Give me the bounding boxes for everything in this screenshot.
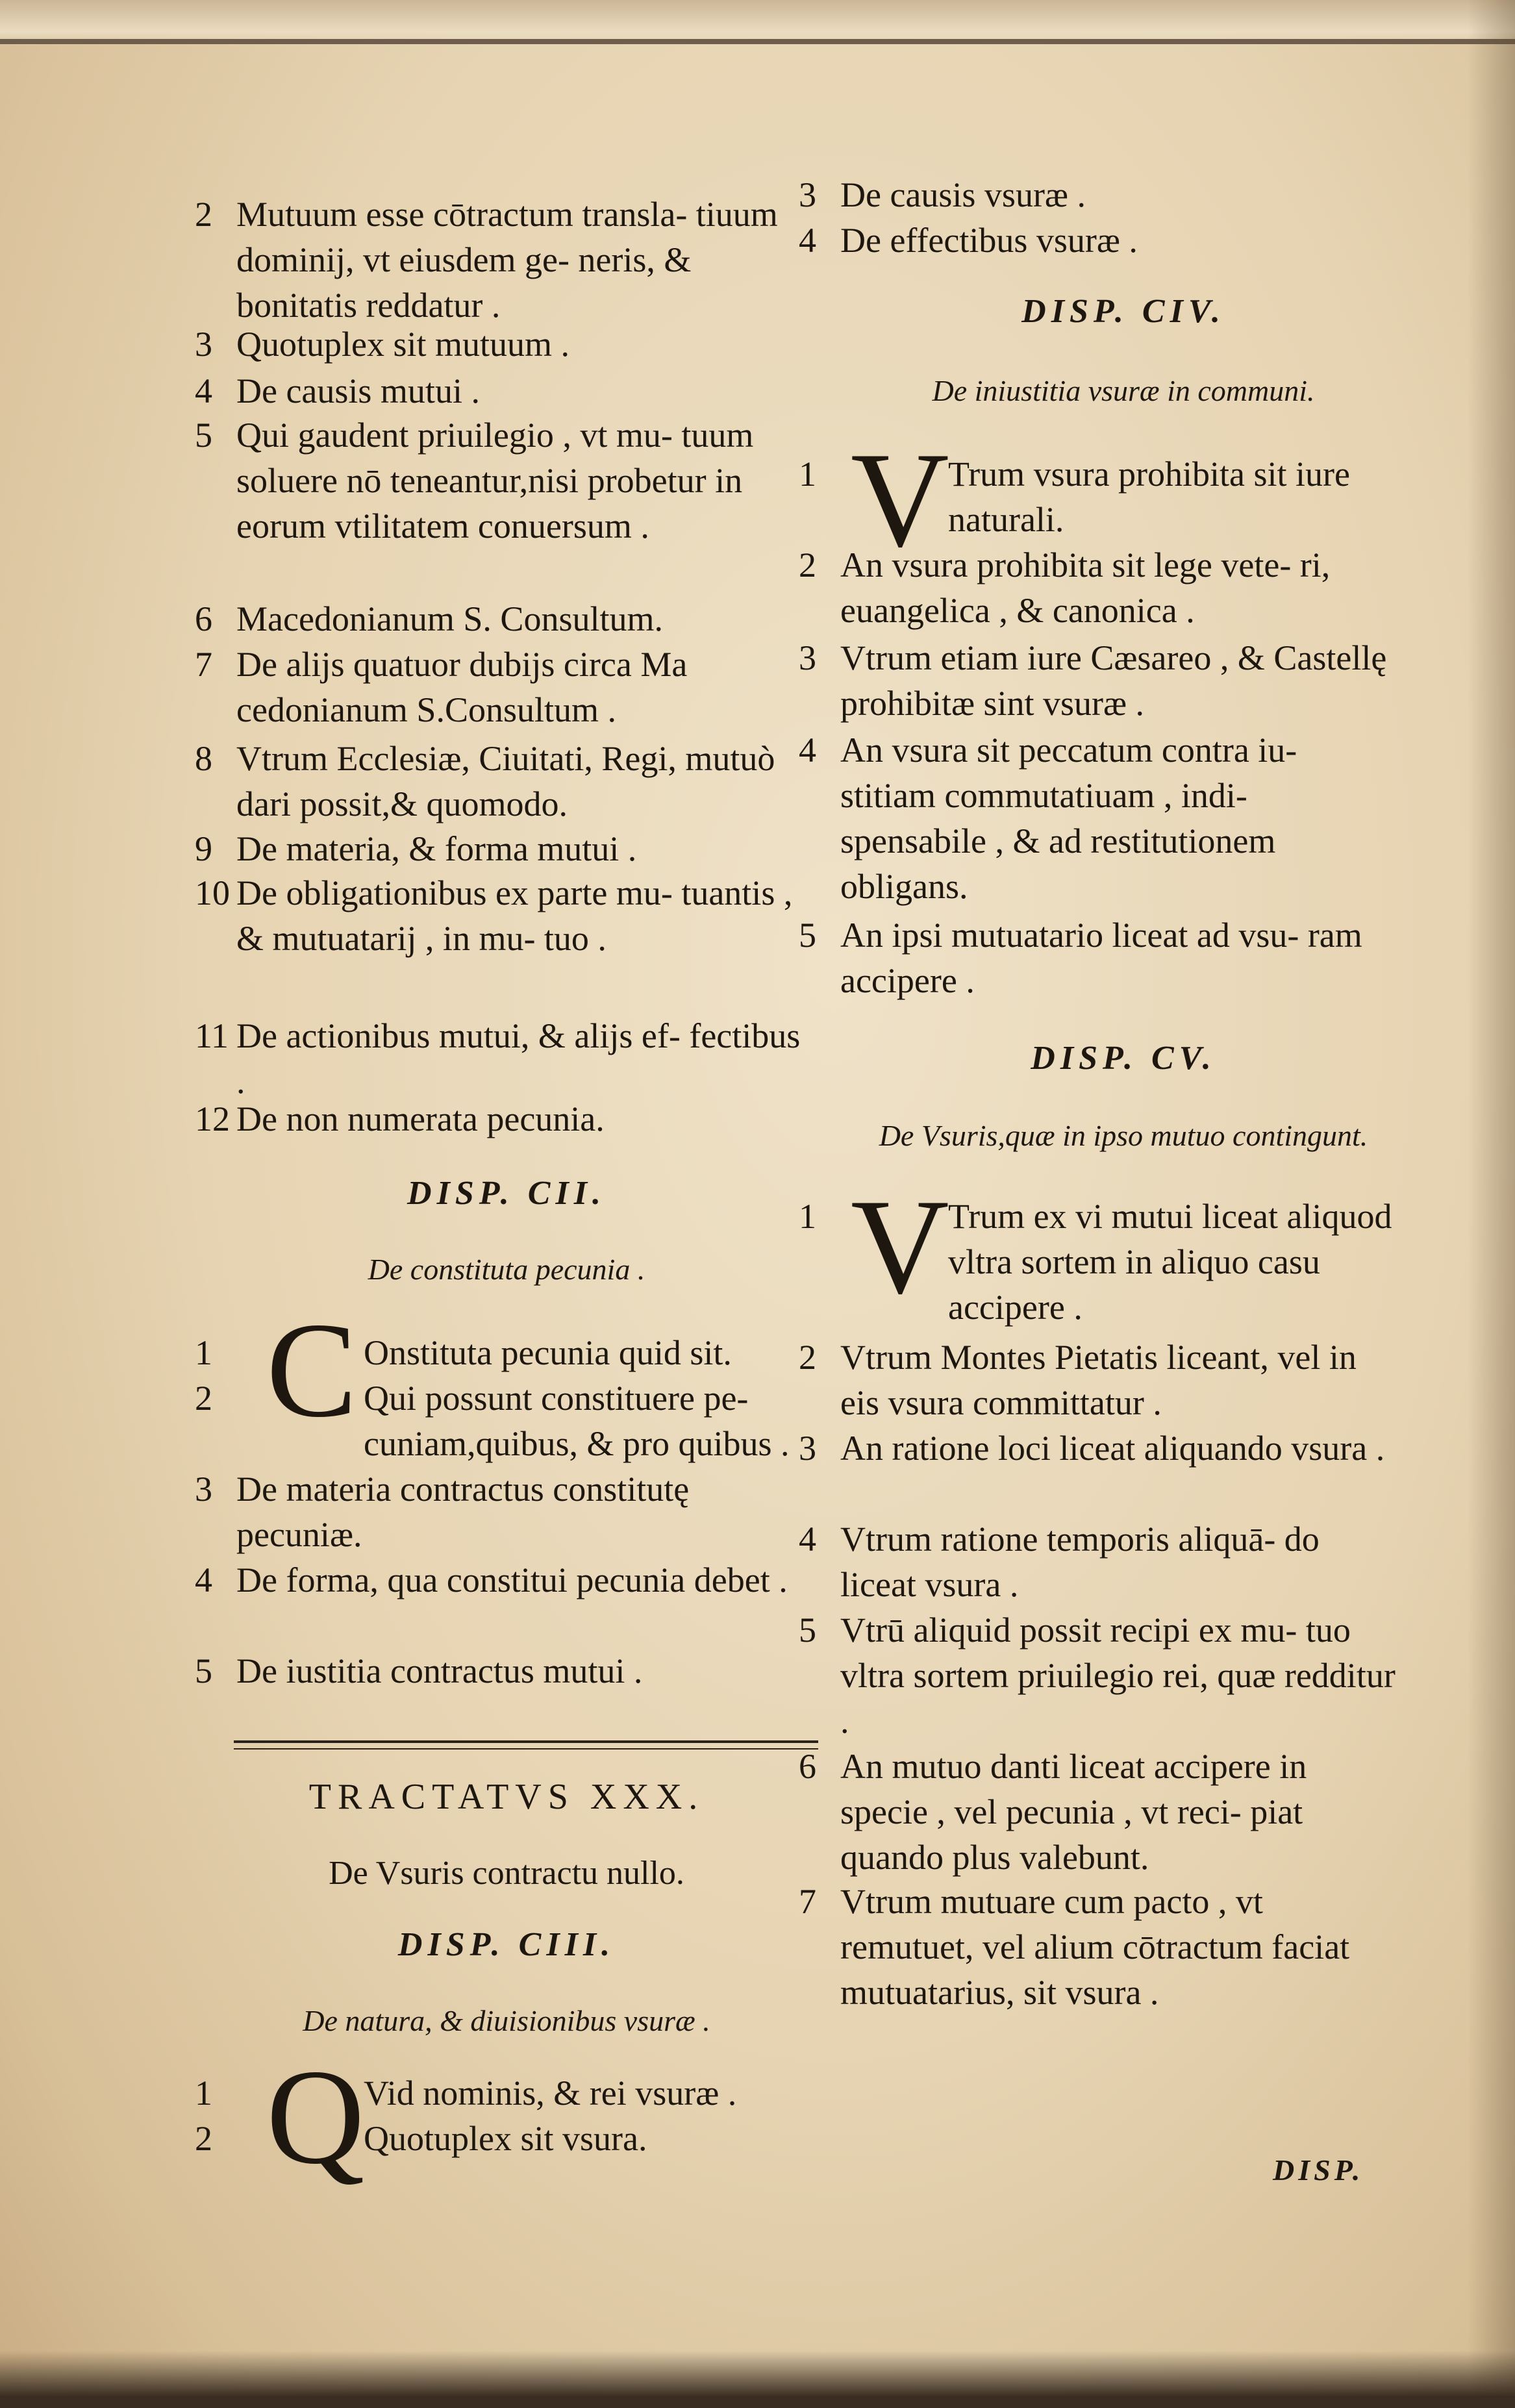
item-number: 9 [195,829,212,868]
item-text: De materia contractus constitutę pecuniæ. [236,1470,690,1554]
item-text: Trum vsura prohibita sit iure naturali. [948,455,1350,539]
item-number: 3 [799,175,816,214]
item-number: 10 [195,873,230,912]
section-subtitle: De constituta pecunia . [368,1253,645,1286]
item-text: An vsura sit peccatum contra iu- stitiam commutatiuam , indi- spensabile , & ad restitutionem obligans. [840,731,1297,906]
item-text: De forma, qua constitui pecunia debet . [236,1561,788,1599]
item-number: 3 [195,1470,212,1509]
item-text: Vtrum Montes Pietatis liceant, vel in eis vsura committatur . [840,1338,1357,1422]
item-text: De effectibus vsuræ . [840,221,1138,260]
item-number: 7 [799,1882,816,1921]
item-number: 4 [195,371,212,410]
item-number: 8 [195,739,212,778]
divider-rule [234,1740,818,1743]
item-text: Quotuplex sit vsura. [364,2119,647,2158]
divider-rule [234,1748,818,1750]
drop-cap: Q [266,2042,365,2192]
item-text: De materia, & forma mutui . [236,829,637,868]
drop-cap: V [851,425,949,575]
item-text: De actionibus mutui, & alijs ef- fectibus . [236,1016,801,1101]
item-text: Macedonianum S. Consultum. [236,599,663,638]
item-text: Qui gaudent priuilegio , vt mu- tuum soluere nō teneantur,nisi probetur in eorum vtilitatem conuersum . [236,416,754,546]
item-text: An ipsi mutuatario liceat ad vsu- ram accipere . [840,916,1362,1000]
item-number: 3 [195,325,212,364]
section-subtitle: De iniustitia vsuræ in communi. [932,374,1315,407]
item-text: De non numerata pecunia. [236,1099,605,1138]
item-text: Vtrum ratione temporis aliquā- do liceat vsura . [840,1520,1320,1604]
item-text: De iustitia contractus mutui . [236,1651,643,1690]
item-number: 1 [799,1197,816,1236]
item-text: Trum ex vi mutui liceat aliquod vltra sortem in aliquo casu accipere . [948,1197,1392,1327]
item-number: 4 [799,731,816,770]
item-text: An vsura prohibita sit lege vete- ri, euangelica , & canonica . [840,546,1331,630]
list-item [195,192,818,328]
item-number: 12 [195,1099,230,1138]
item-number: 7 [195,645,212,684]
item-number: 11 [195,1016,229,1055]
page-right-shadow [1468,0,1515,2408]
item-number: 4 [195,1561,212,1599]
item-number: 1 [195,2074,212,2113]
tractatus-subtitle: De Vsuris contractu nullo. [329,1855,684,1892]
item-number: 2 [799,1338,816,1377]
catchword: DISP. [1273,2153,1364,2187]
item-text: De causis mutui . [236,371,480,410]
item-number: 5 [195,416,212,455]
item-number: 4 [799,1520,816,1559]
item-number: 5 [799,1611,816,1649]
item-number: 2 [799,546,816,584]
item-number: 2 [195,195,212,234]
item-text: Qui possunt constituere pe- cuniam,quibus, & pro quibus . [364,1379,790,1463]
item-text: De causis vsuræ . [840,175,1086,214]
item-text: Vid nominis, & rei vsuræ . [364,2074,737,2113]
page-top-rule [0,39,1515,44]
tractatus-title: TRACTATVS XXX. [308,1777,705,1817]
item-number: 2 [195,1379,212,1418]
item-text: Mutuum esse cōtractum transla- tiuum dominij, vt eiusdem ge- neris, & bonitatis reddatur . [236,195,778,325]
item-number: 6 [799,1747,816,1786]
item-number: 1 [799,455,816,494]
section-heading: DISP. CII. [407,1175,606,1212]
drop-cap: V [851,1172,949,1322]
item-text: Vtrum Ecclesiæ, Ciuitati, Regi, mutuò dari possit,& quomodo. [236,739,775,823]
section-heading: DISP. CV. [1031,1040,1216,1077]
item-text: Vtrum mutuare cum pacto , vt remutuet, vel alium cōtractum faciat mutuatarius, sit vsura . [840,1882,1350,2012]
item-text: An mutuo danti liceat accipere in specie , vel pecunia , vt reci- piat quando plus valebunt. [840,1747,1307,1877]
item-text: An ratione loci liceat aliquando vsura . [840,1429,1385,1468]
drop-cap: C [266,1295,358,1446]
item-number: 3 [799,638,816,677]
item-text: Vtrū aliquid possit recipi ex mu- tuo vltra sortem priuilegio rei, quæ redditur . [840,1611,1396,1740]
item-number: 5 [195,1651,212,1690]
item-text: Quotuplex sit mutuum . [236,325,570,364]
section-subtitle: De Vsuris,quæ in ipso mutuo contingunt. [879,1119,1368,1152]
item-text: Onstituta pecunia quid sit. [364,1333,732,1372]
item-number: 6 [195,599,212,638]
item-number: 4 [799,221,816,260]
item-text: Vtrum etiam iure Cæsareo , & Castellę prohibitæ sint vsuræ . [840,638,1387,723]
section-heading: DISP. CIII. [397,1926,616,1963]
section-heading: DISP. CIV. [1021,293,1225,330]
item-text: De alijs quatuor dubijs circa Ma cedonianum S.Consultum . [236,645,688,729]
item-number: 2 [195,2119,212,2158]
page-bottom-edge [0,2351,1515,2408]
item-number: 1 [195,1333,212,1372]
section-subtitle: De natura, & diuisionibus vsuræ . [303,2004,710,2037]
item-number: 5 [799,916,816,955]
item-text: De obligationibus ex parte mu- tuantis , & mutuatarij , in mu- tuo . [236,873,793,958]
item-number: 3 [799,1429,816,1468]
